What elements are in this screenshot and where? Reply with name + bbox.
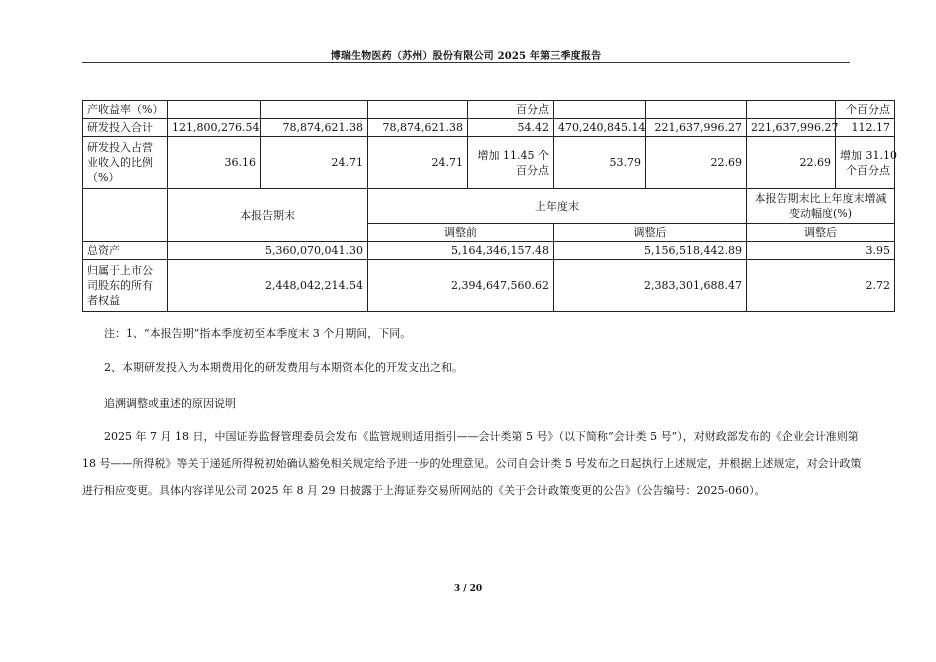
header-before-adjust: 调整前	[368, 224, 554, 242]
header-blank	[83, 189, 168, 242]
table-cell	[168, 101, 261, 119]
table-cell	[368, 101, 468, 119]
header-prev-year-end: 上年度末	[368, 189, 747, 224]
table-cell: 78,874,621.38	[261, 119, 368, 137]
row-label: 研发投入占营业收入的比例（%）	[83, 137, 168, 189]
table-cell	[646, 101, 747, 119]
table-cell: 2.72	[747, 260, 895, 312]
row-label: 产收益率（%）	[83, 101, 168, 119]
cell-line: 百分点	[516, 163, 549, 177]
table-cell	[554, 101, 646, 119]
table-cell: 5,360,070,041.30	[168, 242, 368, 260]
row-label: 归属于上市公司股东的所有者权益	[83, 260, 168, 312]
header-divider	[82, 62, 850, 63]
table-cell: 个百分点	[836, 101, 895, 119]
table-cell: 53.79	[554, 137, 646, 189]
table-cell: 5,156,518,442.89	[554, 242, 747, 260]
table-cell	[468, 137, 554, 189]
page-number: 3 / 20	[453, 584, 483, 594]
table-row-rd-total	[83, 119, 895, 137]
cell-line: 增加 31.10	[840, 148, 897, 162]
table-cell: 2,448,042,214.54	[168, 260, 368, 312]
note-1: 注：1、“本报告期”指本季度初至本季度末 3 个月期间，下同。	[104, 327, 412, 340]
table-row-rd-ratio	[83, 137, 895, 189]
table-row-roe	[83, 101, 895, 119]
table-cell: 221,637,996.27	[747, 119, 836, 137]
table-cell	[836, 137, 895, 189]
table-row-total-assets	[83, 242, 895, 260]
table-cell	[747, 101, 836, 119]
table-cell: 470,240,845.14	[554, 119, 646, 137]
financial-data-table	[82, 100, 895, 312]
table-cell: 24.71	[261, 137, 368, 189]
restatement-heading: 追溯调整或重述的原因说明	[104, 397, 236, 410]
table-cell	[261, 101, 368, 119]
header-change-rate	[747, 189, 895, 224]
header-change-after-adjust: 调整后	[747, 224, 895, 242]
table-cell: 5,164,346,157.48	[368, 242, 554, 260]
cell-line: 增加 11.45 个	[477, 148, 549, 162]
table-cell: 221,637,996.27	[646, 119, 747, 137]
table-cell: 36.16	[168, 137, 261, 189]
page-header-title: 博瑞生物医药（苏州）股份有限公司 2025 年第三季度报告	[330, 51, 602, 62]
table-cell: 22.69	[646, 137, 747, 189]
row-label: 总资产	[83, 242, 168, 260]
row-label: 研发投入合计	[83, 119, 168, 137]
restatement-body: 2025 年 7 月 18 日，中国证券监督管理委员会发布《监管规则适用指引——会计类第 5 号》（以下简称“会计类 5 号”），对财政部发布的《企业会计准则第 18 号——所得税》等关于递延所得税初始确认豁免相关规定给予进一步的处理意见。公司自会计类 5 号发布之日起执行上述规定，并根据上述规定，对会计政策进行相应变更。具体内容详见公司 2025 年 8 月 29 日披露于上海证券交易所网站的《关于会计政策变更的公告》（公告编号：2025-060）。	[82, 430, 862, 497]
table-cell: 22.69	[747, 137, 836, 189]
table-header-row	[83, 189, 895, 224]
header-current-period-end: 本报告期末	[168, 189, 368, 242]
table-cell: 24.71	[368, 137, 468, 189]
table-cell: 121,800,276.54	[168, 119, 261, 137]
table-row-equity	[83, 260, 895, 312]
table-cell: 3.95	[747, 242, 895, 260]
cell-line: 个百分点	[846, 163, 890, 177]
cell-line: 变动幅度(%)	[788, 207, 853, 220]
table-cell: 2,383,301,688.47	[554, 260, 747, 312]
table-cell: 百分点	[468, 101, 554, 119]
header-after-adjust: 调整后	[554, 224, 747, 242]
table-cell: 112.17	[836, 119, 895, 137]
cell-line: 本报告期末比上年度末增减	[754, 192, 887, 205]
note-2: 2、本期研发投入为本期费用化的研发费用与本期资本化的开发支出之和。	[104, 361, 463, 374]
table-cell: 2,394,647,560.62	[368, 260, 554, 312]
table-cell: 54.42	[468, 119, 554, 137]
table-cell: 78,874,621.38	[368, 119, 468, 137]
